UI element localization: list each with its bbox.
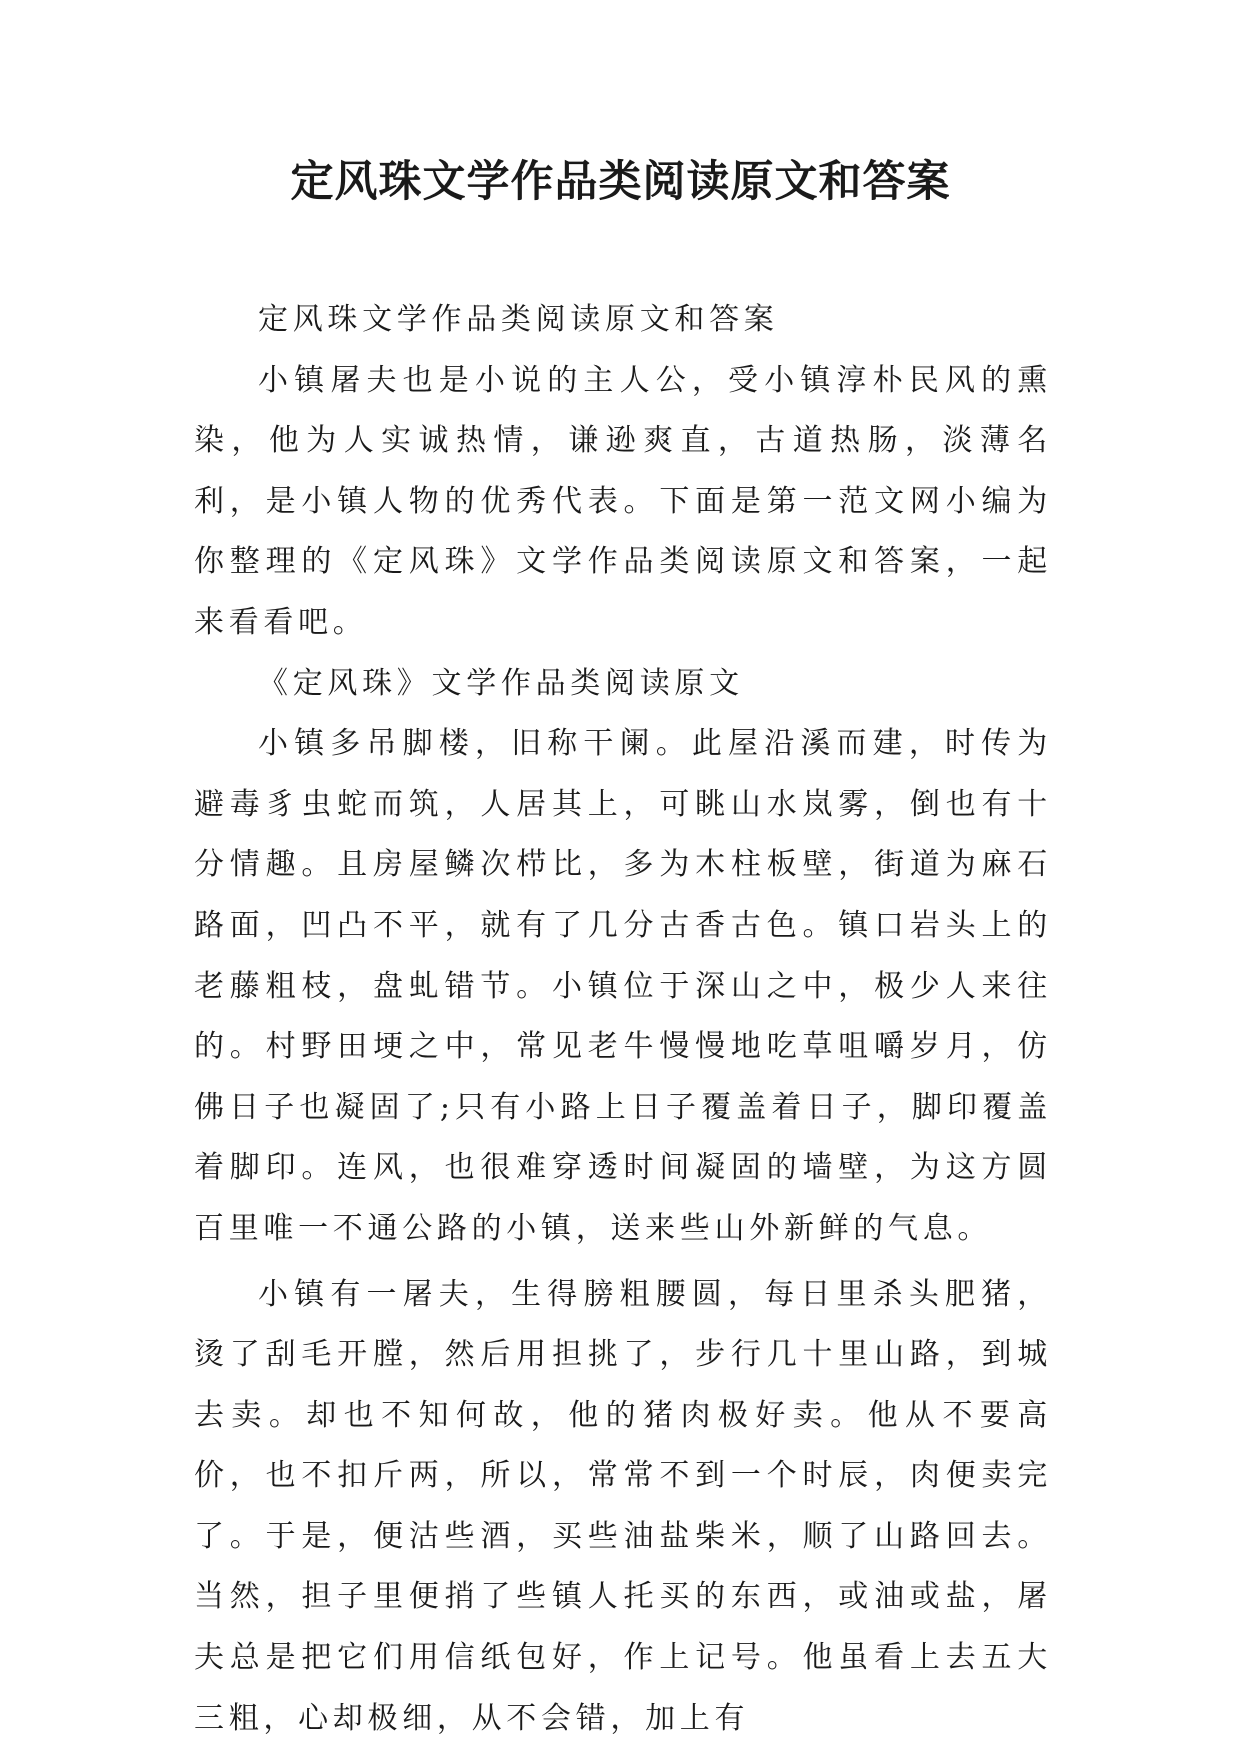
document-title: 定风珠文学作品类阅读原文和答案 (290, 157, 951, 207)
paragraph-butcher: 小镇有一屠夫，生得膀粗腰圆，每日里杀头肥猪，烫了刮毛开膛，然后用担挑了，步行几十里山路，到城去卖。却也不知何故，他的猪肉极好卖。他从不要高价，也不扣斤两，所以，常常不到一个时辰，肉便卖完了。于是，便沽些酒，买些油盐柴米，顺了山路回去。当然，担子里便捎了些镇人托买的东西，或油或盐，屠夫总是把它们用信纸包好，作上记号。他虽看上去五大三粗，心却极细，从不会错，加上有 (194, 1276, 1052, 1736)
paragraph-town-description: 小镇多吊脚楼，旧称干阑。此屋沿溪而建，时传为避毒豸虫蛇而筑，人居其上，可眺山水岚雾，倒也有十分情趣。且房屋鳞次栉比，多为木柱板壁，街道为麻石路面，凹凸不平，就有了几分古香古色。镇口岩头上的老藤粗枝，盘虬错节。小镇位于深山之中，极少人来往的。村野田埂之中，常见老牛慢慢地吃草咀嚼岁月，仿佛日子也凝固了;只有小路上日子覆盖着日子，脚印覆盖着脚印。连风，也很难穿透时间凝固的墙壁，为这方圆百里唯一不通公路的小镇，送来些山外新鲜的气息。 (194, 726, 1052, 1246)
paragraph-subtitle: 定风珠文学作品类阅读原文和答案 (258, 302, 779, 337)
document-body (194, 290, 1052, 1749)
paragraph-intro: 小镇屠夫也是小说的主人公，受小镇淳朴民风的熏染，他为人实诚热情，谦逊爽直，古道热肠，淡薄名利，是小镇人物的优秀代表。下面是第一范文网小编为你整理的《定风珠》文学作品类阅读原文和答案，一起来看看吧。 (194, 362, 1052, 640)
paragraph-section-heading: 《定风珠》文学作品类阅读原文 (258, 665, 744, 701)
